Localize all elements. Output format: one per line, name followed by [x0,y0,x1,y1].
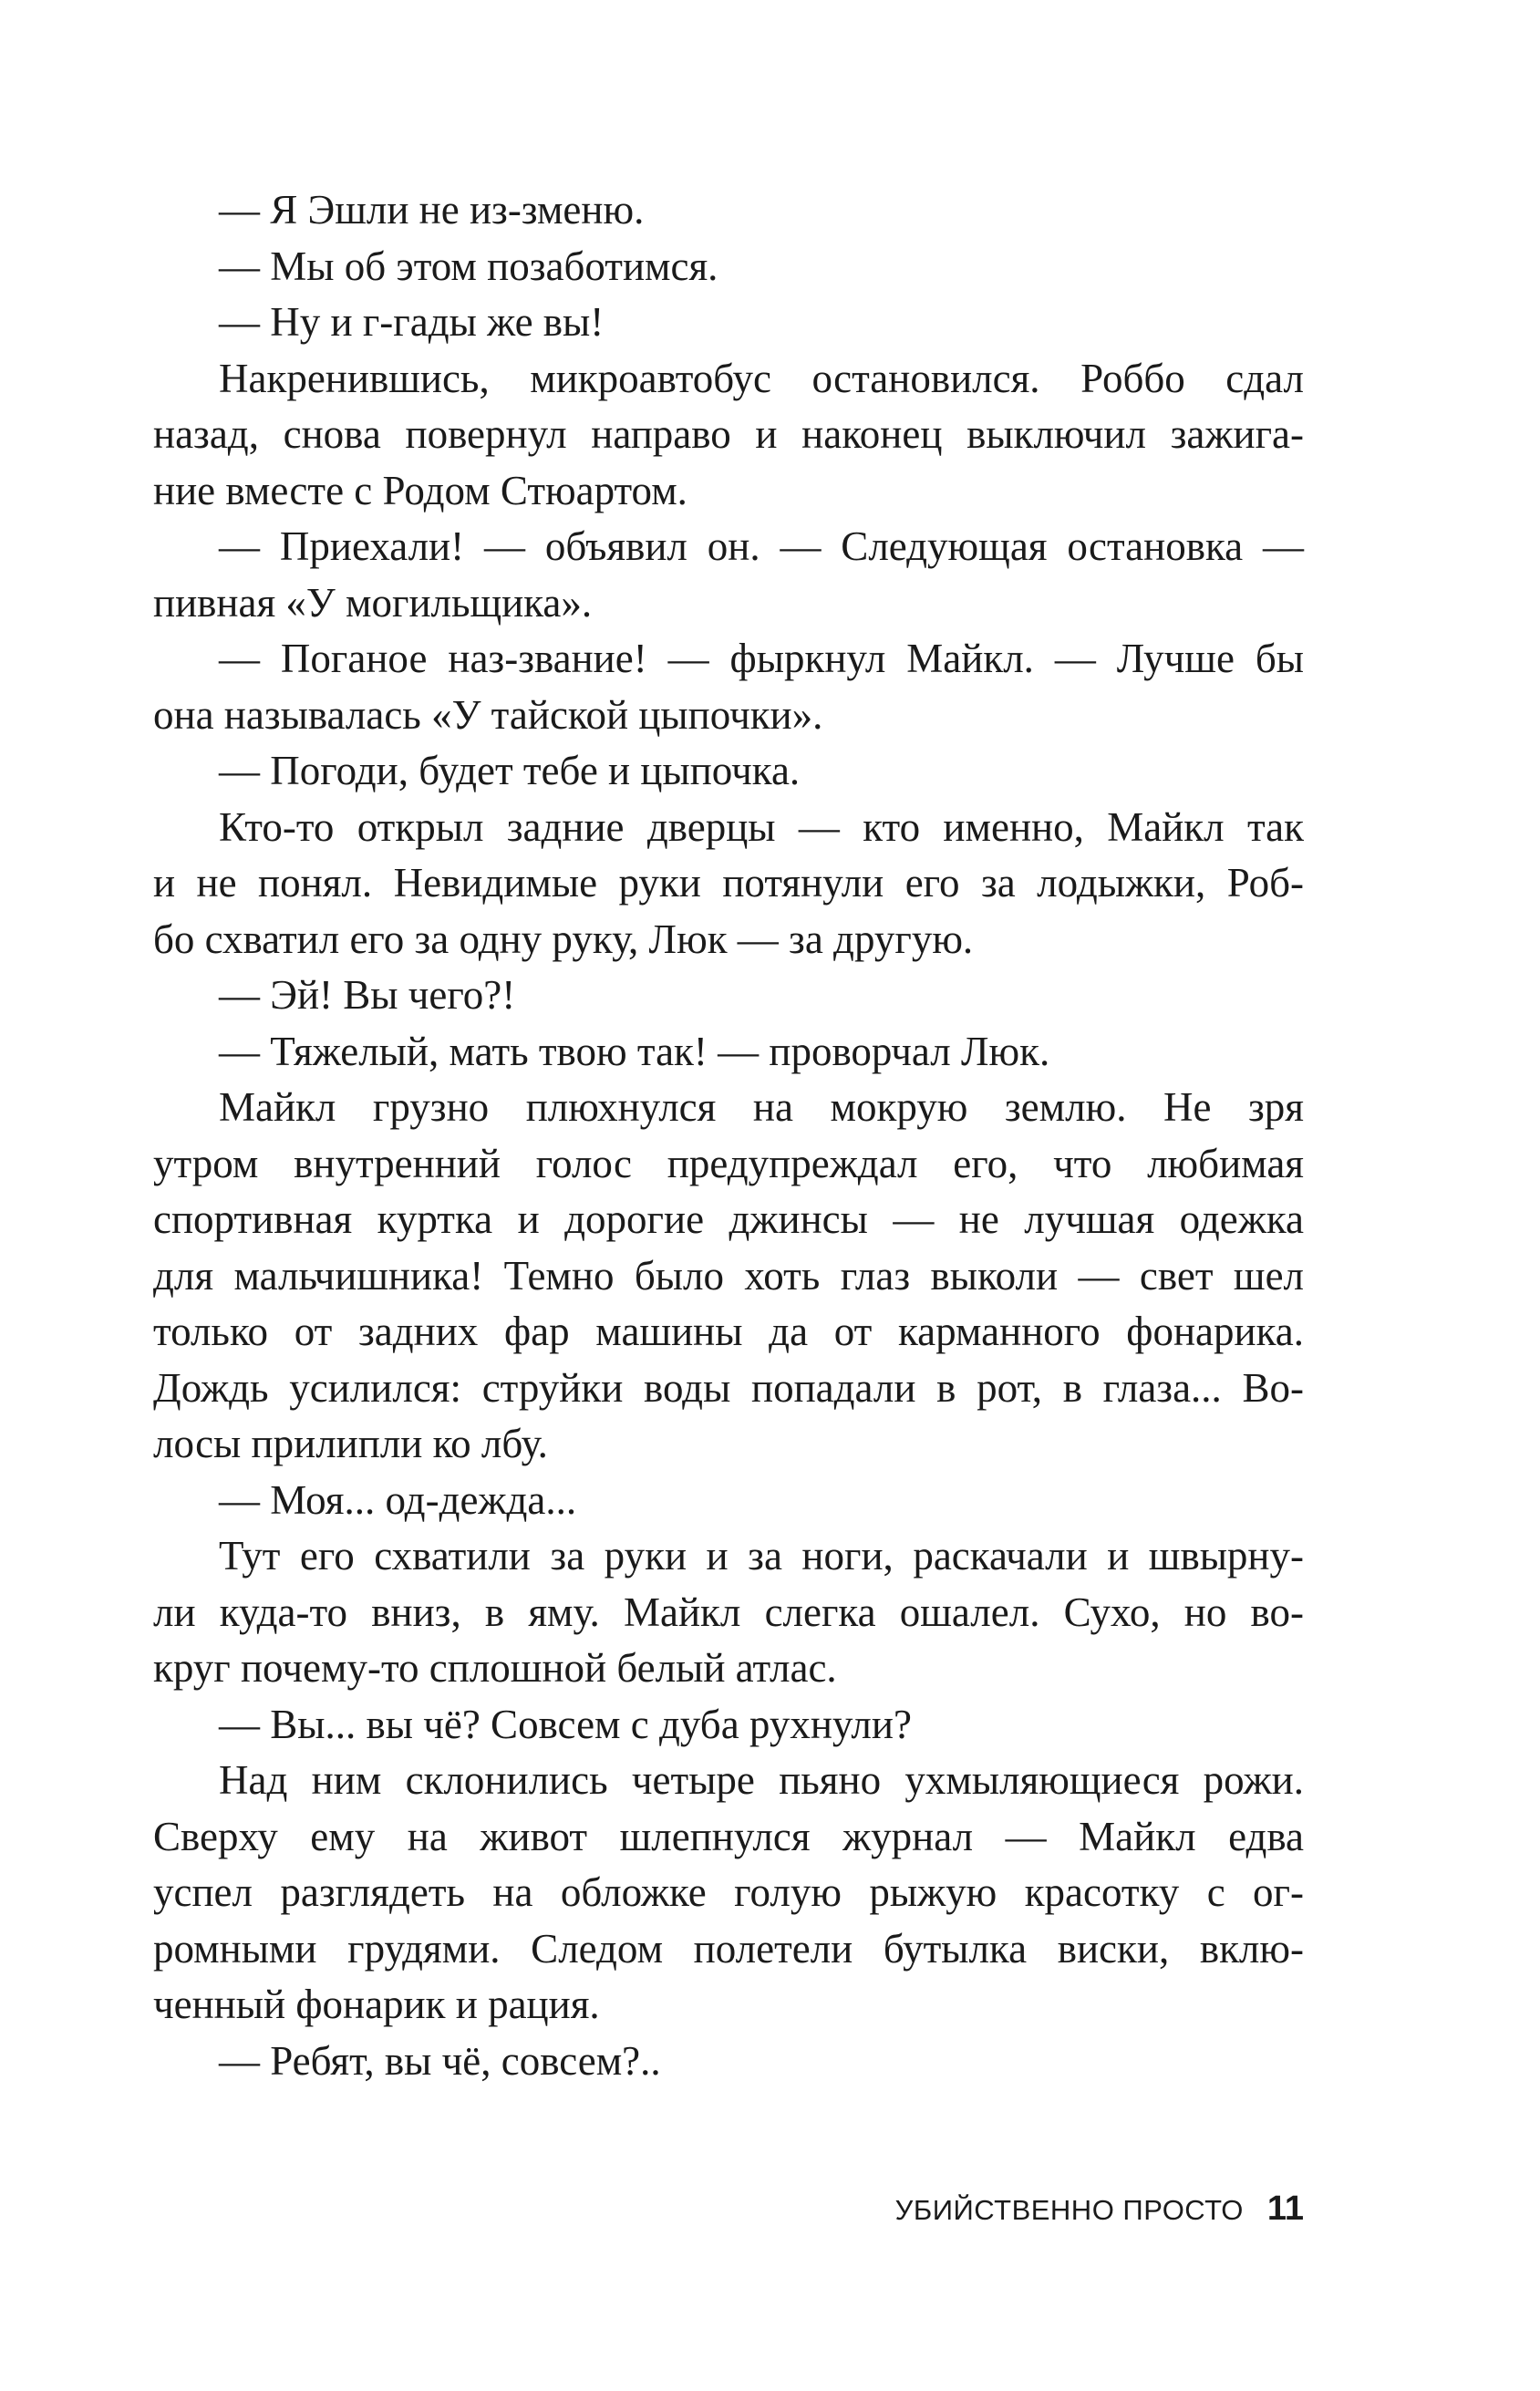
page-number: 11 [1266,2189,1304,2228]
body-text [153,182,1304,2089]
text-line: круг почему-то сплошной белый атлас. [153,1645,837,1691]
text-line: ромными грудями. Следом полетели бутылка виски, вклю- [153,1925,1304,1972]
text-line: Майкл грузно плюхнулся на мокрую землю. Не зря [219,1084,1304,1130]
text-line: Тут его схватили за руки и за ноги, раскачали и швырну- [219,1533,1304,1578]
text-line: — Погоди, будет тебе и цыпочка. [219,748,801,793]
text-line: — Я Эшли не из-зменю. [219,187,645,233]
text-line: успел разглядеть на обложке голую рыжую красотку с ог- [153,1869,1304,1915]
text-line: — Поганое наз-звание! — фыркнул Майкл. — Лучше бы [219,636,1304,681]
text-line: для мальчишника! Темно было хоть глаз выколи — свет шел [153,1252,1304,1299]
text-line: пивная «У могильщика». [153,579,593,626]
text-line: — Вы... вы чё? Совсем с дуба рухнули? [219,1701,912,1747]
text-line: — Тяжелый, мать твою так! — проворчал Люк. [219,1028,1050,1074]
text-line: ченный фонарик и рация. [153,1982,600,2027]
text-line: бо схватил его за одну руку, Люк — за другую. [153,916,974,962]
text-line: Сверху ему на живот шлепнулся журнал — Майкл едва [153,1813,1304,1859]
text-line: Кто-то открыл задние дверцы — кто именно, Майкл так [219,803,1304,850]
text-line: лосы прилипли ко лбу. [153,1421,548,1466]
text-line: она называлась «У тайской цыпочки». [153,691,823,738]
text-line: ли куда-то вниз, в яму. Майкл слегка ошалел. Сухо, но во- [153,1589,1304,1635]
text-line: — Моя... од-дежда... [219,1476,577,1523]
text-line: только от задних фар машины да от карманного фонарика. [153,1309,1304,1354]
text-line: спортивная куртка и дорогие джинсы — не лучшая одежка [153,1196,1304,1242]
text-line: — Приехали! — объявил он. — Следующая остановка — [219,523,1304,569]
text-line: — Мы об этом позаботимся. [219,243,718,289]
text-line: Над ним склонились четыре пьяно ухмыляющиеся рожи. [219,1757,1304,1803]
text-line: — Ну и г-гады же вы! [219,299,605,345]
text-line: утром внутренний голос предупреждал его, что любимая [153,1140,1304,1186]
text-line: Накренившись, микроавтобус остановился. Роббо сдал [219,355,1304,401]
text-line: и не понял. Невидимые руки потянули его за лодыжки, Роб- [153,860,1304,906]
text-line: — Ребят, вы чё, совсем?.. [219,2037,661,2084]
running-title: УБИЙСТВЕННО ПРОСТО [894,2194,1244,2226]
text-line: Дождь усилился: струйки воды попадали в рот, в глаза... Во- [153,1364,1304,1411]
text-line: — Эй! Вы чего?! [219,972,516,1018]
text-line: ние вместе с Родом Стюартом. [153,467,687,513]
running-footer [895,2181,1304,2236]
text-line: назад, снова повернул направо и наконец выключил зажига- [153,411,1304,457]
